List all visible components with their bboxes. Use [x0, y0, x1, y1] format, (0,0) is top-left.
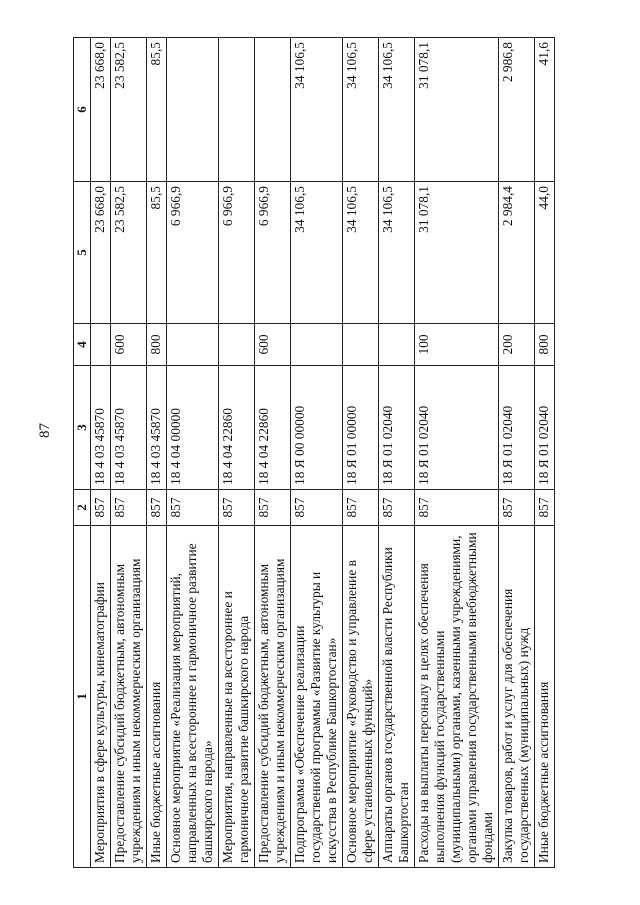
table-row — [414, 38, 498, 868]
column-header: 3 — [74, 366, 91, 490]
row-expense-type — [218, 324, 254, 366]
row-target-code: 18 Я 01 02040 — [414, 366, 498, 490]
table-row — [218, 38, 254, 868]
row-target-code: 18 4 04 22860 — [218, 366, 254, 490]
row-expense-type — [90, 324, 110, 366]
row-expense-type: 800 — [534, 324, 554, 366]
row-ministry-code: 857 — [146, 490, 166, 526]
row-expense-type — [378, 324, 414, 366]
row-ministry-code: 857 — [378, 490, 414, 526]
row-expense-type — [342, 324, 378, 366]
page-number: 87 — [37, 423, 53, 438]
row-name: Основное мероприятие «Реализация мероприятий, направленных на всестороннее и гармоничное развитие башкирского народа» — [166, 526, 218, 868]
row-target-code: 18 Я 01 02040 — [378, 366, 414, 490]
column-header: 4 — [74, 324, 91, 366]
row-ministry-code: 857 — [218, 490, 254, 526]
row-expense-type: 100 — [414, 324, 498, 366]
row-amount-6: 34 106,5 — [378, 38, 414, 182]
row-amount-5: 44,0 — [534, 182, 554, 324]
row-name: Предоставление субсидий бюджетным, автономным учреждениям и иным некоммерческим организациям — [254, 526, 290, 868]
row-amount-6: 34 106,5 — [342, 38, 378, 182]
row-name: Мероприятия, направленные на всестороннее и гармоничное развитие башкирского народа — [218, 526, 254, 868]
row-amount-6: 41,6 — [534, 38, 554, 182]
row-expense-type: 600 — [254, 324, 290, 366]
row-expense-type: 200 — [498, 324, 534, 366]
row-name: Расходы на выплаты персоналу в целях обеспечения выполнения функций государственными (муниципальными) органами, казенными учреждениями, органами управления государственными внебюджетными фондами — [414, 526, 498, 868]
row-target-code: 18 Я 00 00000 — [290, 366, 342, 490]
row-name: Иные бюджетные ассигнования — [146, 526, 166, 868]
row-ministry-code: 857 — [254, 490, 290, 526]
row-name: Иные бюджетные ассигнования — [534, 526, 554, 868]
row-amount-5: 34 106,5 — [290, 182, 342, 324]
row-ministry-code: 857 — [534, 490, 554, 526]
row-amount-5: 6 966,9 — [254, 182, 290, 324]
table-row — [534, 38, 554, 868]
table-row — [166, 38, 218, 868]
row-name: Предоставление субсидий бюджетным, автономным учреждениям и иным некоммерческим организациям — [110, 526, 146, 868]
row-amount-5: 85,5 — [146, 182, 166, 324]
table-row — [290, 38, 342, 868]
row-target-code: 18 4 03 45870 — [146, 366, 166, 490]
row-expense-type: 600 — [110, 324, 146, 366]
table-header-row — [74, 38, 91, 868]
row-amount-6 — [166, 38, 218, 182]
column-header: 6 — [74, 38, 91, 182]
row-amount-5: 2 984,4 — [498, 182, 534, 324]
row-name: Аппараты органов государственной власти Республики Башкортостан — [378, 526, 414, 868]
row-ministry-code: 857 — [342, 490, 378, 526]
row-amount-6: 31 078,1 — [414, 38, 498, 182]
row-amount-5: 6 966,9 — [166, 182, 218, 324]
table-row — [254, 38, 290, 868]
row-ministry-code: 857 — [90, 490, 110, 526]
row-amount-5: 34 106,5 — [342, 182, 378, 324]
row-amount-6: 34 106,5 — [290, 38, 342, 182]
table-row — [378, 38, 414, 868]
row-target-code: 18 4 04 22860 — [254, 366, 290, 490]
row-ministry-code: 857 — [166, 490, 218, 526]
row-target-code: 18 Я 01 02040 — [498, 366, 534, 490]
row-target-code: 18 Я 01 02040 — [534, 366, 554, 490]
row-amount-6: 23 582,5 — [110, 38, 146, 182]
row-amount-6 — [254, 38, 290, 182]
row-name: Основное мероприятие «Руководство и управление в сфере установленных функций» — [342, 526, 378, 868]
row-amount-6: 85,5 — [146, 38, 166, 182]
column-header: 1 — [74, 526, 91, 868]
row-amount-6: 23 668,0 — [90, 38, 110, 182]
row-expense-type: 800 — [146, 324, 166, 366]
budget-table — [73, 37, 555, 868]
table-row — [342, 38, 378, 868]
row-ministry-code: 857 — [414, 490, 498, 526]
row-amount-5: 6 966,9 — [218, 182, 254, 324]
row-expense-type — [166, 324, 218, 366]
row-amount-6: 2 986,8 — [498, 38, 534, 182]
row-expense-type — [290, 324, 342, 366]
row-name: Подпрограмма «Обеспечение реализации государственной программы «Развитие культуры и искусства в Республике Башкортостан» — [290, 526, 342, 868]
row-amount-5: 31 078,1 — [414, 182, 498, 324]
row-amount-6 — [218, 38, 254, 182]
table-row — [498, 38, 534, 868]
row-target-code: 18 4 03 45870 — [90, 366, 110, 490]
table-row — [90, 38, 110, 868]
row-amount-5: 34 106,5 — [378, 182, 414, 324]
row-ministry-code: 857 — [290, 490, 342, 526]
row-target-code: 18 4 04 00000 — [166, 366, 218, 490]
column-header: 5 — [74, 182, 91, 324]
row-target-code: 18 4 03 45870 — [110, 366, 146, 490]
budget-table-rotated — [73, 38, 578, 868]
column-header: 2 — [74, 490, 91, 526]
row-amount-5: 23 582,5 — [110, 182, 146, 324]
row-ministry-code: 857 — [110, 490, 146, 526]
row-name: Мероприятия в сфере культуры, кинематографии — [90, 526, 110, 868]
table-row — [110, 38, 146, 868]
row-name: Закупка товаров, работ и услуг для обеспечения государственных (муниципальных) нужд — [498, 526, 534, 868]
table-row — [146, 38, 166, 868]
row-amount-5: 23 668,0 — [90, 182, 110, 324]
row-target-code: 18 Я 01 00000 — [342, 366, 378, 490]
row-ministry-code: 857 — [498, 490, 534, 526]
